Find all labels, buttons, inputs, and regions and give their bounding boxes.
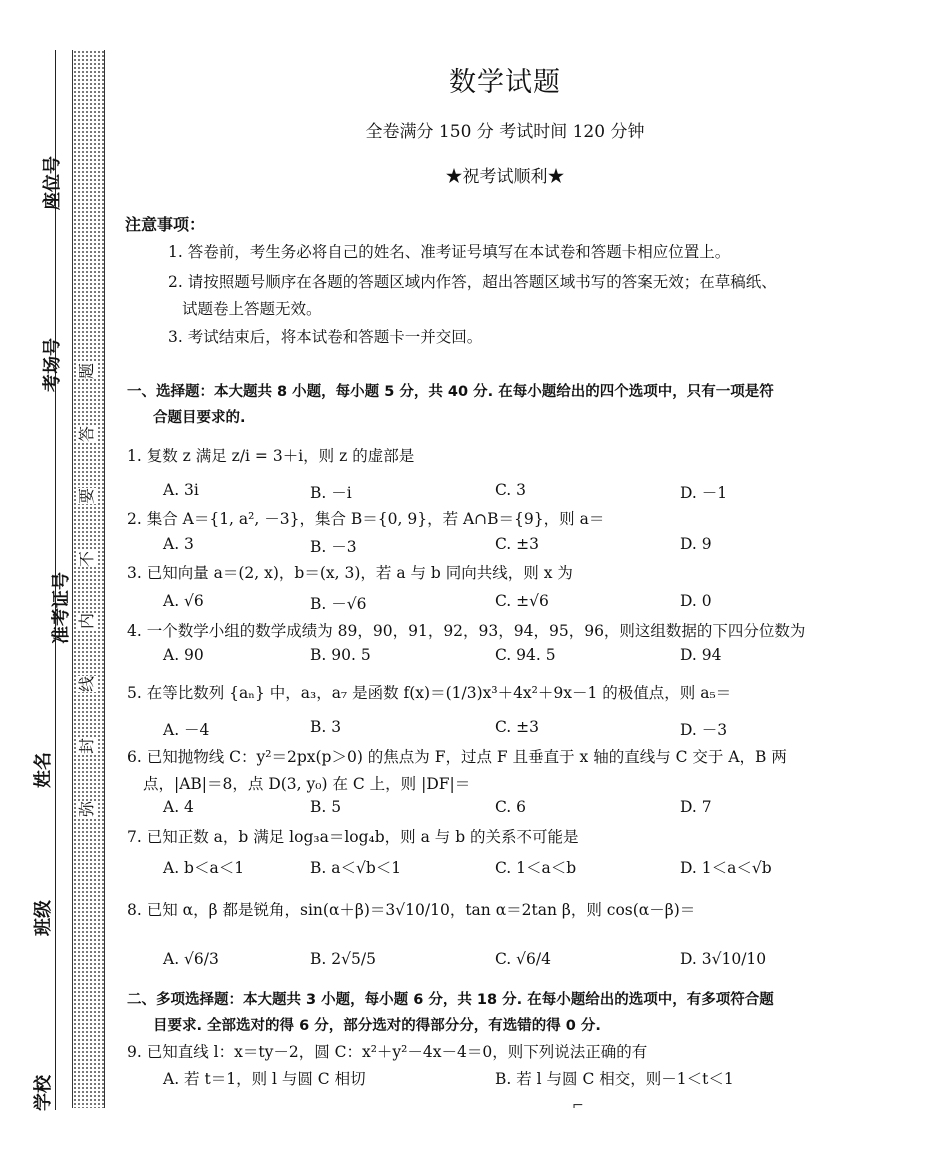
seal-char: 题 xyxy=(77,362,97,380)
option: B. 5 xyxy=(310,798,342,816)
option: D. 1＜a＜√b xyxy=(680,859,772,877)
option: C. 6 xyxy=(495,798,527,816)
school-field: 学校 xyxy=(33,1075,54,1111)
option: A. 4 xyxy=(163,798,194,816)
page-title: 数学试题 xyxy=(449,67,561,98)
good-luck-line: ★祝考试顺利★ xyxy=(445,167,565,187)
question-stem: 2. 集合 A＝{1, a², －3}，集合 B＝{0, 9}，若 A∩B＝{9}，则 a＝ xyxy=(127,510,605,528)
option: D. －1 xyxy=(680,484,728,502)
option: D. 7 xyxy=(680,798,712,816)
admission-number-field: 准考证号 xyxy=(51,572,72,644)
seal-char: 封 xyxy=(77,738,97,755)
class-field: 班级 xyxy=(33,900,54,936)
question-stem: 1. 复数 z 满足 z/i = 3＋i，则 z 的虚部是 xyxy=(127,447,415,465)
option: B. 90. 5 xyxy=(310,646,371,664)
option: A. －4 xyxy=(163,721,210,739)
option: A. 90 xyxy=(163,646,204,664)
option: B. －√6 xyxy=(310,595,367,613)
option: A. 3i xyxy=(163,481,199,499)
question-stem: 4. 一个数学小组的数学成绩为 89，90，91，92，93，94，95，96，则这组数据的下四分位数为 xyxy=(127,622,806,640)
option: D. －3 xyxy=(680,721,728,739)
option: A. 3 xyxy=(163,535,194,553)
option: C. 94. 5 xyxy=(495,646,556,664)
name-field: 姓名 xyxy=(33,752,54,788)
question-stem: 7. 已知正数 a，b 满足 log₃a＝log₄b，则 a 与 b 的关系不可能是 xyxy=(127,828,579,846)
seal-char: 答 xyxy=(77,425,97,442)
seal-char: 弥 xyxy=(77,800,97,817)
option: C. ±√6 xyxy=(495,592,549,610)
option: A. b＜a＜1 xyxy=(163,859,245,877)
notice-item: 试题卷上答题无效。 xyxy=(182,300,322,318)
option: C. √6/4 xyxy=(495,950,551,968)
section-heading: 二、多项选择题：本大题共 3 小题，每小题 6 分，共 18 分. 在每小题给出的选项中，有多项符合题 xyxy=(127,992,774,1008)
seal-char: 不 xyxy=(77,550,97,567)
option: C. 3 xyxy=(495,481,527,499)
option: C. ±3 xyxy=(495,718,540,736)
option: D. 0 xyxy=(680,592,712,610)
section-heading: 合题目要求的. xyxy=(153,410,246,426)
exam-room-field: 考场号 xyxy=(42,338,63,392)
option: B. －i xyxy=(310,484,352,502)
page-corner-mark: ⌐ xyxy=(572,1098,584,1114)
section-heading: 一、选择题：本大题共 8 小题，每小题 5 分，共 40 分. 在每小题给出的四个选项中，只有一项是符 xyxy=(127,384,774,400)
question-stem: 8. 已知 α，β 都是锐角，sin(α＋β)＝3√10/10，tan α＝2tan β，则 cos(α－β)＝ xyxy=(127,901,696,919)
option: B. －3 xyxy=(310,538,357,556)
question-stem: 3. 已知向量 a＝(2, x)，b＝(x, 3)，若 a 与 b 同向共线，则 x 为 xyxy=(127,564,573,582)
question-stem: 5. 在等比数列 {aₙ} 中，a₃，a₇ 是函数 f(x)＝(1/3)x³＋4x²＋9x－1 的极值点，则 a₅＝ xyxy=(127,684,732,702)
section-heading: 目要求. 全部选对的得 6 分，部分选对的得部分分，有选错的得 0 分. xyxy=(153,1018,601,1034)
question-stem: 9. 已知直线 l：x＝ty－2，圆 C：x²＋y²－4x－4＝0，则下列说法正确的有 xyxy=(127,1043,648,1061)
question-stem: 点，|AB|＝8，点 D(3, y₀) 在 C 上，则 |DF|＝ xyxy=(143,775,471,793)
exam-info: 全卷满分 150 分 考试时间 120 分钟 xyxy=(365,122,645,142)
seal-char: 线 xyxy=(77,675,97,692)
option: A. √6 xyxy=(163,592,204,610)
option: C. 1＜a＜b xyxy=(495,859,577,877)
option: D. 3√10/10 xyxy=(680,950,767,968)
option: A. 若 t＝1，则 l 与圆 C 相切 xyxy=(163,1070,366,1088)
option: D. 9 xyxy=(680,535,712,553)
seal-char: 要 xyxy=(77,488,97,505)
question-stem: 6. 已知抛物线 C：y²＝2px(p＞0) 的焦点为 F，过点 F 且垂直于 x 轴的直线与 C 交于 A，B 两 xyxy=(127,748,787,766)
seat-number-field: 座位号 xyxy=(42,156,63,210)
notice-item: 2. 请按照题号顺序在各题的答题区域内作答，超出答题区域书写的答案无效；在草稿纸、 xyxy=(168,273,777,291)
option: D. 94 xyxy=(680,646,722,664)
notice-heading: 注意事项： xyxy=(125,215,206,234)
option: B. 2√5/5 xyxy=(310,950,376,968)
notice-item: 1. 答卷前，考生务必将自己的姓名、准考证号填写在本试卷和答题卡相应位置上。 xyxy=(168,243,731,261)
option: B. 3 xyxy=(310,718,342,736)
seal-char: 内 xyxy=(77,613,97,630)
seal-text xyxy=(74,360,101,820)
option: B. a＜√b＜1 xyxy=(310,859,402,877)
notice-item: 3. 考试结束后，将本试卷和答题卡一并交回。 xyxy=(168,328,483,346)
option: C. ±3 xyxy=(495,535,540,553)
option: A. √6/3 xyxy=(163,950,219,968)
option: B. 若 l 与圆 C 相交，则－1＜t＜1 xyxy=(495,1070,734,1088)
